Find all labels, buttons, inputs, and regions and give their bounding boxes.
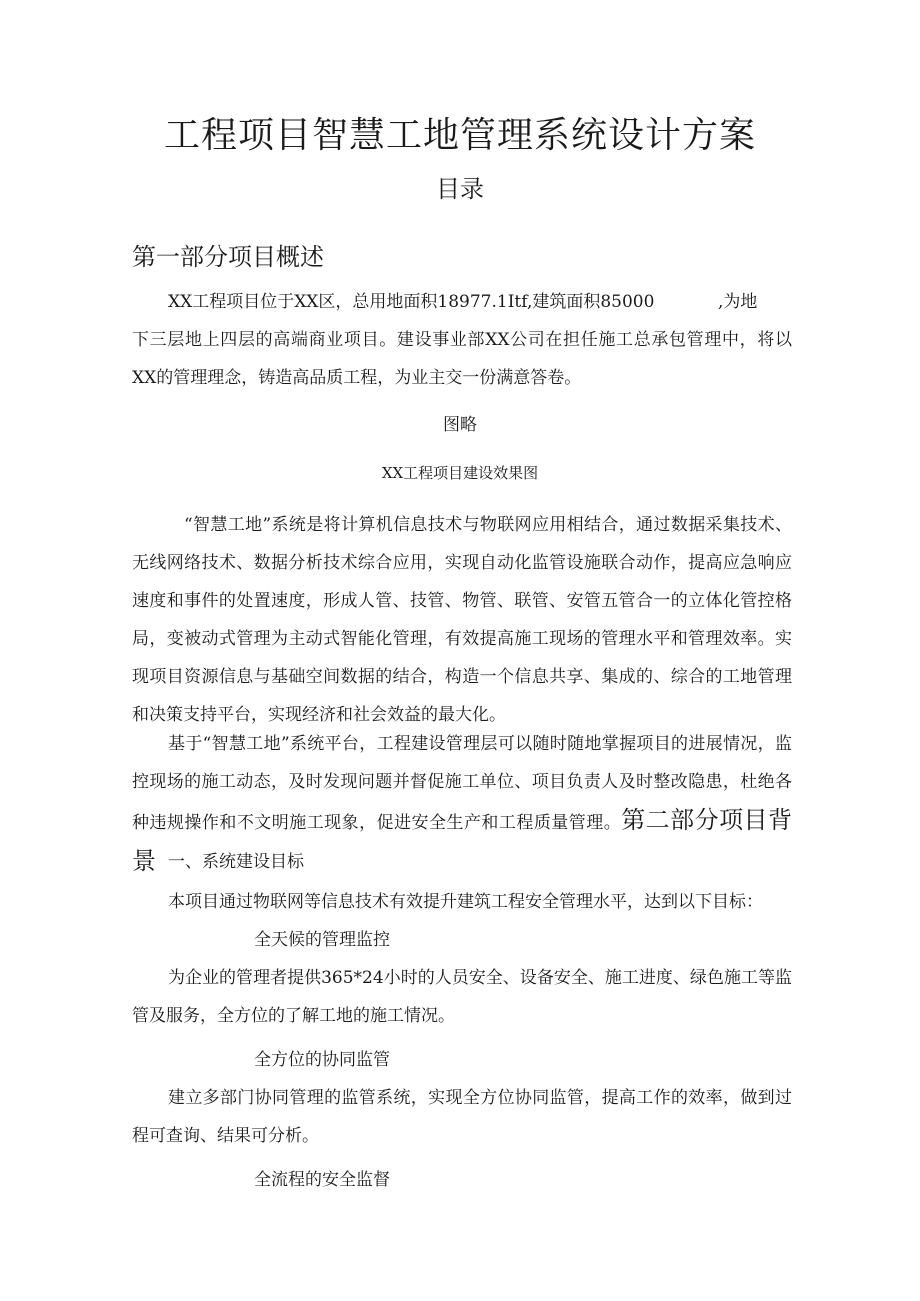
- goal1-title: 全天候的管理监控: [254, 930, 390, 950]
- para1-rest: 下三层地上四层的高端商业项目。建设事业部XX公司在担任施工总承包管理中，将以XX的管理理念，铸造高品质工程，为业主交一份满意答卷。: [132, 330, 792, 388]
- toc-label: 目录: [436, 175, 484, 203]
- para1-line1-a: XX工程项目位于XX区，总用地面积18977.1Itf,建筑面积85000: [168, 292, 655, 312]
- goal2-text: 建立多部门协同管理的监管系统，实现全方位协同监管，提高工作的效率，做到过程可查询、结果可分析。: [132, 1088, 792, 1146]
- intro-sentence: 本项目通过物联网等信息技术有效提升建筑工程安全管理水平，达到以下目标：: [168, 892, 763, 912]
- para3-text: 基于“智慧工地”系统平台，工程建设管理层可以随时随地掌握项目的进展情况，监控现场的施工动态，及时发现问题并督促施工单位、项目负责人及时整改隐患，杜绝各种违规操作和不文明施工现象，促进安全生产和工程质量管理。: [132, 734, 792, 833]
- para2: “智慧工地”系统是将计算机信息技术与物联网应用相结合，通过数据采集技术、无线网络技术、数据分析技术综合应用，实现自动化监管设施联合动作，提高应急响应速度和事件的处置速度，形成人管、技管、物管、联管、安管五管合一的立体化管控格局，变被动式管理为主动式智能化管理，有效提高施工现场的管理水平和管理效率。实现项目资源信息与基础空间数据的结合，构造一个信息共享、集成的、综合的工地管理和决策支持平台，实现经济和社会效益的最大化。: [132, 515, 792, 725]
- part1-heading: 第一部分项目概述: [132, 243, 324, 271]
- figure-caption: XX工程项目建设效果图: [381, 464, 539, 482]
- document-title: 工程项目智慧工地管理系统设计方案: [163, 115, 756, 156]
- para1-line1-b: ,为地: [718, 292, 758, 312]
- part2-heading: 第二部分项目背景: [132, 806, 793, 875]
- goal2-title: 全方位的协同监管: [254, 1050, 390, 1070]
- goal3-title: 全流程的安全监督: [254, 1170, 390, 1190]
- section1-heading: 一、系统建设目标: [168, 852, 304, 872]
- goal1-text: 为企业的管理者提供365*24小时的人员安全、设备安全、施工进度、绿色施工等监管及服务，全方位的了解工地的施工情况。: [132, 968, 792, 1026]
- figure-placeholder: 图略: [443, 415, 477, 435]
